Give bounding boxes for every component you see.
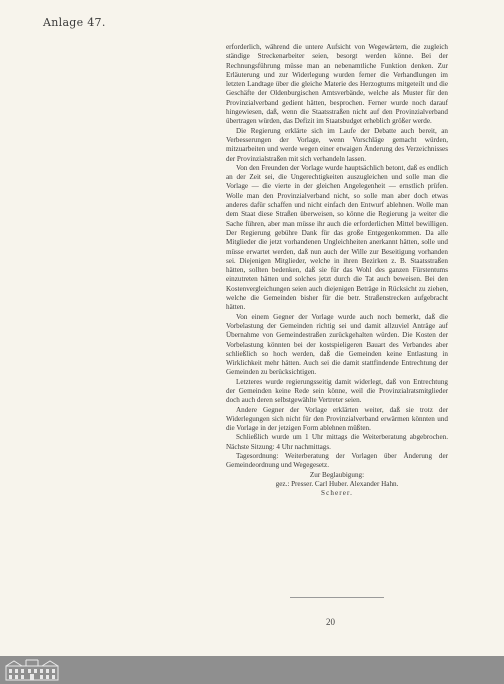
paragraph-6: Andere Gegner der Vorlage erklärten weiter, daß sie trotz der Widerlegungen sich nicht für den Provinzialverband erwärmen könnten und die Vorlage in der jetzigen Form ablehnen müßten.: [226, 405, 448, 433]
building-logo-icon: [4, 658, 60, 682]
paragraph-1: erforderlich, während die untere Aufsicht von Wegewärtern, die zugleich ständige Streckenarbeiter seien, besorgt werden könne. Bei der Rechnungsführung müsse man an nebenamtliche Funktion denken. Zur Erläuterung und zur Widerlegung wurden ferner die Verhandlungen im letzten Landtage über die gleiche Materie des Herzogtums mitgeteilt und die Geschäfte der Oldenburgischen Amtsverbände, welche als Muster für den Provinzialverband gedient hätten, besprochen. Ferner wurde noch darauf hingewiesen, daß, wenn die Staatsstraßen nicht auf den Provinzialverband übertragen würden, das Defizit im Staatsbudget erheblich größer werde.: [226, 43, 448, 126]
page-number: 20: [326, 617, 335, 627]
signatories: gez.: Presser. Carl Huber. Alexander Hahn.: [275, 479, 399, 488]
paragraph-3: Von den Freunden der Vorlage wurde hauptsächlich betont, daß es endlich an der Zeit sei, die Ungerechtigkeiten auszugleichen und solle man die Vorlage — die vierte in der gleichen Angelegenheit — ernstlich prüfen. Wolle man den Provinzialverband nicht, so solle man aber doch etwas anderes dafür schaffen und nicht einfach den Entwurf ablehnen. Wolle man dem Staat diese Straßen überweisen, so könne die Regierung ja weiter die Sache führen, aber man müsse ihr auch die erforderlichen Mittel bewilligen. Der Regierung gebühre Dank für das große Entgegenkommen. Da alle Mitglieder die jetzt vorhandenen Ungleichheiten anerkannt hätten, solle und müsse erwartet werden, daß nun auch der Wille zur Beseitigung vorhanden sei. Diejenigen Mitglieder, welche in ihren Bezirken z. B. Staatsstraßen hätten, sollten bedenken, daß sie für das Wohl des ganzen Fürstentums einzutreten hätten und solches jetzt durch die Tat auch beweisen. Bei den Kostenvergleichungen seien auch diejenigen Beträge in Rücksicht zu ziehen, welche die Gemeinden bisher für die betr. Straßenstrecken aufgebracht hätten.: [226, 163, 448, 312]
secretary-signature: Scherer.: [321, 489, 353, 498]
paragraph-2: Die Regierung erklärte sich im Laufe der Debatte auch bereit, an Verbesserungen der Vorlage, wenn Vorschläge gemacht würden, mitzuarbeiten und werde wegen einer etwaigen Änderung des Verzeichnisses der Provinzialstraßen mit sich verhandeln lassen.: [226, 126, 448, 163]
viewer-footer-bar: [0, 656, 504, 684]
page-header: Anlage 47.: [43, 16, 106, 29]
paragraph-8: Tagesordnung: Weiterberatung der Vorlagen über Änderung der Gemeindeordnung und Wegegesetz.: [226, 452, 448, 470]
certification-label: Zur Beglaubigung:: [309, 470, 365, 479]
paragraph-5: Letzteres wurde regierungsseitig damit widerlegt, daß von Entrechtung der Gemeinden keine Rede sein könne, weil die Provinzialratsmitglieder doch auch deren selbstgewählte Vertreter seien.: [226, 377, 448, 405]
paragraph-7: Schließlich wurde um 1 Uhr mittags die Weiterberatung abgebrochen. Nächste Sitzung: 4 Uhr nachmittags.: [226, 433, 448, 451]
protocol-text: [226, 43, 448, 499]
signature-rule: [290, 597, 384, 598]
paragraph-4: Von einem Gegner der Vorlage wurde auch noch bemerkt, daß die Vorbelastung der Gemeinden richtig sei und damit allzuviel Anträge auf Übernahme von Gemeindestraßen zurückgehalten würden. Die Kosten der Vorbelastung könnten bei der kostspieligeren Bauart des Verbandes aber schließlich so hoch werden, daß die Gemeinden keine Entlastung in Wirklichkeit mehr hätten. Auch sei die damit stattfindende Entrechtung der Gemeinden zu berücksichtigen.: [226, 312, 448, 377]
